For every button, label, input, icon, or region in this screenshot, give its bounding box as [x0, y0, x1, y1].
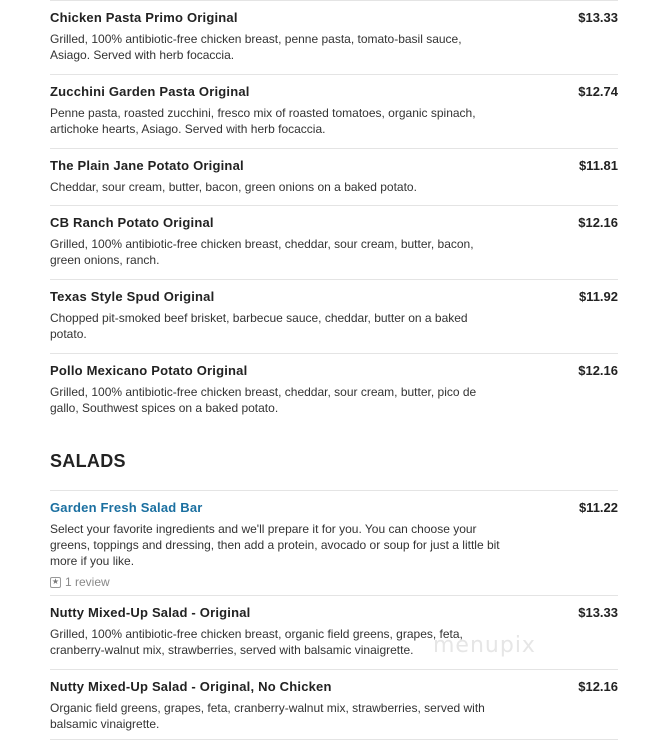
section-header	[50, 443, 618, 490]
watermark-logo: menupix	[433, 633, 536, 658]
item-name: CB Ranch Potato Original	[50, 215, 214, 230]
item-description: Penne pasta, roasted zucchini, fresco mix of roasted tomatoes, organic spinach, artichoke hearts, Asiago. Served with herb focaccia.	[50, 106, 476, 136]
item-price: $12.16	[578, 363, 618, 378]
menu-item	[50, 74, 618, 148]
item-description: Grilled, 100% antibiotic-free chicken breast, organic field greens, grapes, feta, cranberry-walnut mix, strawberries, served with balsamic vinaigrette.	[50, 627, 463, 657]
menu-item	[50, 353, 618, 443]
item-name: Chicken Pasta Primo Original	[50, 10, 238, 25]
review-star-icon: ★	[51, 577, 60, 586]
item-price: $13.33	[578, 10, 618, 25]
menu-item	[50, 669, 618, 740]
item-price: $13.33	[578, 605, 618, 620]
item-name: Zucchini Garden Pasta Original	[50, 84, 250, 99]
item-description: Grilled, 100% antibiotic-free chicken breast, cheddar, sour cream, butter, pico de gallo, Southwest spices on a baked potato.	[50, 385, 477, 415]
item-name: Nutty Mixed-Up Salad - Original, No Chicken	[50, 679, 332, 694]
item-link[interactable]: Garden Fresh Salad Bar	[50, 500, 203, 515]
menu-item	[50, 490, 618, 595]
item-description: Grilled, 100% antibiotic-free chicken breast, cheddar, sour cream, butter, bacon, green onions, ranch.	[50, 237, 474, 267]
item-price: $11.22	[578, 500, 618, 515]
item-description: Select your favorite ingredients and we'll prepare it for you. You can choose your greens, toppings and dressing, then add a protein, avocado or soup for just a little bit more if you like.	[50, 522, 500, 568]
item-name: Texas Style Spud Original	[50, 289, 215, 304]
item-description: Grilled, 100% antibiotic-free chicken breast, penne pasta, tomato-basil sauce, Asiago. Served with herb focaccia.	[50, 32, 462, 62]
item-description: Chopped pit-smoked beef brisket, barbecue sauce, cheddar, butter on a baked potato.	[50, 311, 468, 341]
review-link[interactable]	[50, 574, 618, 590]
item-name: Nutty Mixed-Up Salad - Original	[50, 605, 251, 620]
menu-item	[50, 148, 618, 205]
item-price: $12.16	[578, 215, 618, 230]
section-title: SALADS	[50, 451, 126, 471]
item-name: Pollo Mexicano Potato Original	[50, 363, 248, 378]
item-price: $11.81	[578, 158, 618, 173]
menu-item	[50, 0, 618, 74]
item-description: Cheddar, sour cream, butter, bacon, green onions on a baked potato.	[50, 180, 417, 194]
item-name: The Plain Jane Potato Original	[50, 158, 244, 173]
menu-item	[50, 205, 618, 279]
menu-item	[50, 279, 618, 353]
review-count: 1 review	[65, 575, 110, 589]
item-price: $12.16	[578, 679, 618, 694]
menu-list	[50, 0, 618, 740]
item-description: Organic field greens, grapes, feta, cranberry-walnut mix, strawberries, served with balsamic vinaigrette.	[50, 701, 485, 731]
item-price: $12.74	[578, 84, 618, 99]
menu-item	[50, 595, 618, 669]
item-price: $11.92	[578, 289, 618, 304]
